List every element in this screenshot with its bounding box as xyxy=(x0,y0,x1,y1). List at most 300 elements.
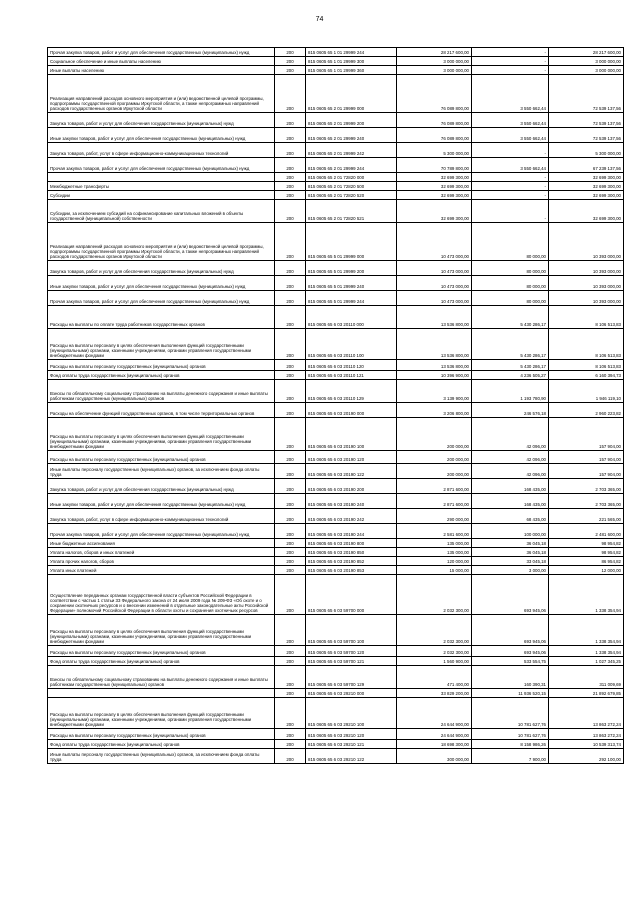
row-executed-amount-cell: - xyxy=(472,57,549,66)
row-line-code-cell: 200 xyxy=(275,689,306,698)
row-line-code-cell: 200 xyxy=(275,66,306,75)
row-unexecuted-amount-cell: 1 027 345,25 xyxy=(549,657,624,666)
table-row xyxy=(48,566,624,575)
row-line-code-cell: 200 xyxy=(275,666,306,689)
row-line-code-cell: 200 xyxy=(275,143,306,158)
row-executed-amount-cell: 42 096,00 xyxy=(472,451,549,464)
row-unexecuted-amount-cell: 1 338 354,94 xyxy=(549,575,624,615)
row-executed-amount-cell: - xyxy=(472,143,549,158)
row-name-cell: Закупка товаров, работ, услуг в сфере информационно-коммуникационных технологий xyxy=(48,509,275,524)
row-executed-amount-cell: 693 945,06 xyxy=(472,615,549,646)
row-name-cell: Расходы на выплаты персоналу в целях обеспечения выполнения функций государственными (муниципальными) органами, казенными учреждениями, органами управления государственными внебюджетными фондами xyxy=(48,615,275,646)
row-line-code-cell: 200 xyxy=(275,575,306,615)
row-executed-amount-cell: 42 096,00 xyxy=(472,464,549,479)
row-unexecuted-amount-cell: 2 960 223,82 xyxy=(549,403,624,418)
row-unexecuted-amount-cell: 1 338 354,94 xyxy=(549,646,624,657)
row-executed-amount-cell: 168 435,00 xyxy=(472,479,549,494)
row-executed-amount-cell: 693 945,06 xyxy=(472,646,549,657)
row-unexecuted-amount-cell: 8 106 513,83 xyxy=(549,306,624,329)
row-line-code-cell: 200 xyxy=(275,276,306,291)
row-unexecuted-amount-cell: 6 160 394,73 xyxy=(549,371,624,380)
row-executed-amount-cell: 80 000,00 xyxy=(472,276,549,291)
row-name-cell: Иные выплаты персоналу государственных (муниципальных) органов, за исключением фонда оплаты труда xyxy=(48,464,275,479)
row-line-code-cell: 200 xyxy=(275,698,306,729)
row-name-cell: Расходы на выплаты персоналу в целях обеспечения выполнения функций государственными (муниципальными) органами, казенными учреждениями, органами управления государственными внебюджетными фондами xyxy=(48,418,275,451)
table-row xyxy=(48,615,624,646)
row-line-code-cell: 200 xyxy=(275,191,306,200)
row-approved-amount-cell: 10 473 000,00 xyxy=(397,223,472,261)
row-approved-amount-cell: 2 032 300,00 xyxy=(397,646,472,657)
row-name-cell: Иные выплаты персоналу государственных (муниципальных) органов, за исключением фонда оплаты труда xyxy=(48,749,275,764)
table-row xyxy=(48,451,624,464)
row-classification-code-cell: 815 0605 65 6 03 59700 121 xyxy=(306,657,397,666)
table-row xyxy=(48,729,624,740)
row-classification-code-cell: 815 0605 65 6 03 20190 240 xyxy=(306,494,397,509)
row-line-code-cell: 200 xyxy=(275,740,306,749)
row-executed-amount-cell: 36 045,18 xyxy=(472,539,549,548)
row-line-code-cell: 200 xyxy=(275,566,306,575)
row-classification-code-cell: 815 0605 65 6 03 59700 120 xyxy=(306,646,397,657)
row-line-code-cell: 200 xyxy=(275,329,306,360)
row-line-code-cell: 200 xyxy=(275,749,306,764)
row-name-cell: Закупка товаров, работ и услуг для обеспечения государственных (муниципальных) нужд xyxy=(48,261,275,276)
row-executed-amount-cell: 3 550 662,44 xyxy=(472,128,549,143)
row-classification-code-cell: 815 0605 65 6 03 29210 122 xyxy=(306,749,397,764)
row-unexecuted-amount-cell: 1 338 354,94 xyxy=(549,615,624,646)
row-approved-amount-cell: 2 871 600,00 xyxy=(397,479,472,494)
row-name-cell: Прочая закупка товаров, работ и услуг для обеспечения государственных (муниципальных) нужд xyxy=(48,158,275,173)
row-classification-code-cell: 815 0605 65 6 03 29210 100 xyxy=(306,698,397,729)
row-approved-amount-cell: 2 032 300,00 xyxy=(397,575,472,615)
row-line-code-cell: 200 xyxy=(275,360,306,371)
row-line-code-cell: 200 xyxy=(275,200,306,223)
row-name-cell: Фонд оплаты труда государственных (муниципальных) органов xyxy=(48,371,275,380)
table-row xyxy=(48,75,624,113)
row-unexecuted-amount-cell: 10 393 000,00 xyxy=(549,276,624,291)
row-approved-amount-cell: 10 396 900,00 xyxy=(397,371,472,380)
row-approved-amount-cell: 10 473 000,00 xyxy=(397,261,472,276)
row-executed-amount-cell: 693 945,06 xyxy=(472,575,549,615)
row-name-cell: Иные закупки товаров, работ и услуг для обеспечения государственных (муниципальных) нужд xyxy=(48,494,275,509)
table-row xyxy=(48,173,624,182)
row-executed-amount-cell: 80 000,00 xyxy=(472,261,549,276)
row-approved-amount-cell: 3 000 000,00 xyxy=(397,57,472,66)
row-classification-code-cell: 815 0605 65 5 01 29999 200 xyxy=(306,261,397,276)
row-line-code-cell: 200 xyxy=(275,371,306,380)
row-unexecuted-amount-cell: 8 106 513,83 xyxy=(549,329,624,360)
row-approved-amount-cell: 28 217 600,00 xyxy=(397,48,472,57)
row-approved-amount-cell: 3 139 900,00 xyxy=(397,380,472,403)
row-classification-code-cell: 815 0605 65 2 01 29999 244 xyxy=(306,158,397,173)
row-executed-amount-cell: - xyxy=(472,173,549,182)
row-approved-amount-cell: 76 089 800,00 xyxy=(397,128,472,143)
row-name-cell: Закупка товаров, работ и услуг для обеспечения государственных (муниципальных) нужд xyxy=(48,479,275,494)
row-name-cell: Закупка товаров, работ и услуг для обеспечения государственных (муниципальных) нужд xyxy=(48,113,275,128)
table-row xyxy=(48,291,624,306)
row-classification-code-cell: 815 0605 65 5 01 29999 000 xyxy=(306,223,397,261)
table-row xyxy=(48,539,624,548)
row-unexecuted-amount-cell: 157 904,00 xyxy=(549,451,624,464)
row-approved-amount-cell: 32 699 300,00 xyxy=(397,173,472,182)
row-classification-code-cell: 815 0605 65 6 03 20190 853 xyxy=(306,566,397,575)
row-unexecuted-amount-cell: 8 106 513,83 xyxy=(549,360,624,371)
table-row xyxy=(48,113,624,128)
row-name-cell: Расходы на выплаты персоналу в целях обеспечения выполнения функций государственными (муниципальными) органами, казенными учреждениями, органами управления государственными внебюджетными фондами xyxy=(48,329,275,360)
row-executed-amount-cell: 533 554,75 xyxy=(472,657,549,666)
row-name-cell: Взносы по обязательному социальному страхованию на выплаты денежного содержания и иные выплаты работникам государственных (муниципальных) органов xyxy=(48,666,275,689)
table-row xyxy=(48,223,624,261)
row-classification-code-cell: 815 0605 65 6 03 29210 000 xyxy=(306,689,397,698)
row-approved-amount-cell: 2 032 300,00 xyxy=(397,615,472,646)
row-name-cell: Расходы на выплаты персоналу государственных (муниципальных) органов xyxy=(48,646,275,657)
row-approved-amount-cell: 300 000,00 xyxy=(397,749,472,764)
row-name-cell: Расходы на обеспечение функций государственных органов, в том числе территориальных органов xyxy=(48,403,275,418)
row-unexecuted-amount-cell: 292 100,00 xyxy=(549,749,624,764)
row-classification-code-cell: 815 0605 65 6 03 20190 852 xyxy=(306,557,397,566)
row-executed-amount-cell: - xyxy=(472,191,549,200)
row-name-cell: Прочая закупка товаров, работ и услуг для обеспечения государственных (муниципальных) нужд xyxy=(48,291,275,306)
page-number: 74 xyxy=(315,16,324,23)
row-approved-amount-cell: 135 000,00 xyxy=(397,548,472,557)
row-executed-amount-cell: 8 158 986,26 xyxy=(472,740,549,749)
row-unexecuted-amount-cell: 32 699 300,00 xyxy=(549,182,624,191)
row-classification-code-cell: 815 0605 65 6 03 59700 129 xyxy=(306,666,397,689)
row-approved-amount-cell: 2 581 600,00 xyxy=(397,524,472,539)
row-classification-code-cell: 815 0605 65 5 01 29999 244 xyxy=(306,291,397,306)
row-name-cell: Иные закупки товаров, работ и услуг для обеспечения государственных (муниципальных) нужд xyxy=(48,276,275,291)
row-executed-amount-cell: 5 430 286,17 xyxy=(472,306,549,329)
row-line-code-cell: 200 xyxy=(275,261,306,276)
row-line-code-cell: 200 xyxy=(275,128,306,143)
table-row xyxy=(48,306,624,329)
row-name-cell: Уплата иных платежей xyxy=(48,566,275,575)
table-row xyxy=(48,158,624,173)
table-row xyxy=(48,371,624,380)
table-row xyxy=(48,666,624,689)
table-row xyxy=(48,276,624,291)
row-unexecuted-amount-cell: 2 703 365,00 xyxy=(549,479,624,494)
table-row xyxy=(48,749,624,764)
row-approved-amount-cell: 471 400,00 xyxy=(397,666,472,689)
row-executed-amount-cell: 3 550 662,44 xyxy=(472,158,549,173)
row-classification-code-cell: 815 0605 65 6 03 20110 000 xyxy=(306,306,397,329)
row-line-code-cell: 200 xyxy=(275,729,306,740)
row-executed-amount-cell: - xyxy=(472,182,549,191)
row-executed-amount-cell: 246 576,18 xyxy=(472,403,549,418)
row-classification-code-cell: 815 0605 65 6 03 20110 121 xyxy=(306,371,397,380)
row-unexecuted-amount-cell: 5 300 000,00 xyxy=(549,143,624,158)
row-unexecuted-amount-cell: 32 699 300,00 xyxy=(549,191,624,200)
row-executed-amount-cell: - xyxy=(472,66,549,75)
table-row xyxy=(48,143,624,158)
row-executed-amount-cell: 36 045,18 xyxy=(472,548,549,557)
table-row xyxy=(48,418,624,451)
row-executed-amount-cell: 4 236 505,27 xyxy=(472,371,549,380)
row-executed-amount-cell: 168 435,00 xyxy=(472,494,549,509)
row-approved-amount-cell: 32 699 300,00 xyxy=(397,191,472,200)
row-classification-code-cell: 815 0605 65 6 03 20190 120 xyxy=(306,451,397,464)
row-classification-code-cell: 815 0605 65 6 03 20190 244 xyxy=(306,524,397,539)
row-name-cell: Субсидии xyxy=(48,191,275,200)
row-executed-amount-cell: - xyxy=(472,200,549,223)
table-row xyxy=(48,548,624,557)
row-executed-amount-cell: 68 435,00 xyxy=(472,509,549,524)
row-approved-amount-cell: 200 000,00 xyxy=(397,464,472,479)
table-row xyxy=(48,524,624,539)
row-classification-code-cell: 815 0605 65 6 03 20190 100 xyxy=(306,418,397,451)
row-line-code-cell: 200 xyxy=(275,418,306,451)
row-line-code-cell: 200 xyxy=(275,494,306,509)
row-approved-amount-cell: 135 000,00 xyxy=(397,539,472,548)
table-row xyxy=(48,557,624,566)
table-row xyxy=(48,191,624,200)
row-unexecuted-amount-cell: 10 393 000,00 xyxy=(549,291,624,306)
row-name-cell: Реализация направлений расходов основного мероприятия и (или) ведомственной целевой программы, подпрограммы государственной программы Иркутской области, а также непрограммных направлений расходов государственных органов Иркутской области xyxy=(48,223,275,261)
row-line-code-cell: 200 xyxy=(275,403,306,418)
row-name-cell: Расходы на выплаты персоналу государственных (муниципальных) органов xyxy=(48,360,275,371)
row-approved-amount-cell: 290 000,00 xyxy=(397,509,472,524)
row-executed-amount-cell: - xyxy=(472,48,549,57)
row-line-code-cell: 200 xyxy=(275,557,306,566)
row-approved-amount-cell: 1 560 900,00 xyxy=(397,657,472,666)
row-name-cell: Иные выплаты населению xyxy=(48,66,275,75)
row-executed-amount-cell: 1 193 780,90 xyxy=(472,380,549,403)
row-name-cell: Расходы на выплаты по оплате труда работников государственных органов xyxy=(48,306,275,329)
row-approved-amount-cell: 120 000,00 xyxy=(397,557,472,566)
row-name-cell: Прочая закупка товаров, работ и услуг для обеспечения государственных (муниципальных) нужд xyxy=(48,48,275,57)
row-name-cell: Субсидии, за исключением субсидий на софинансирование капитальных вложений в объекты государственной (муниципальной) собственности xyxy=(48,200,275,223)
row-name-cell: Расходы на выплаты персоналу в целях обеспечения выполнения функций государственными (муниципальными) органами, казенными учреждениями, органами управления государственными внебюджетными фондами xyxy=(48,698,275,729)
row-approved-amount-cell: 3 000 000,00 xyxy=(397,66,472,75)
row-classification-code-cell: 815 0605 65 2 01 72820 520 xyxy=(306,191,397,200)
row-unexecuted-amount-cell: 10 539 313,74 xyxy=(549,740,624,749)
row-line-code-cell: 200 xyxy=(275,48,306,57)
row-name-cell: Расходы на выплаты персоналу государственных (муниципальных) органов xyxy=(48,451,275,464)
row-line-code-cell: 200 xyxy=(275,539,306,548)
table-row xyxy=(48,57,624,66)
row-executed-amount-cell: 10 781 627,76 xyxy=(472,729,549,740)
row-classification-code-cell: 815 0605 65 6 03 59700 000 xyxy=(306,575,397,615)
row-unexecuted-amount-cell: 1 946 119,10 xyxy=(549,380,624,403)
row-line-code-cell: 200 xyxy=(275,615,306,646)
row-unexecuted-amount-cell: 72 539 137,56 xyxy=(549,128,624,143)
table-row xyxy=(48,261,624,276)
row-unexecuted-amount-cell: 3 000 000,00 xyxy=(549,57,624,66)
row-executed-amount-cell: 11 936 520,15 xyxy=(472,689,549,698)
row-unexecuted-amount-cell: 13 863 272,24 xyxy=(549,729,624,740)
table-row xyxy=(48,200,624,223)
row-unexecuted-amount-cell: 221 565,00 xyxy=(549,509,624,524)
row-unexecuted-amount-cell: 157 904,00 xyxy=(549,464,624,479)
table-row xyxy=(48,380,624,403)
row-approved-amount-cell: 70 789 800,00 xyxy=(397,158,472,173)
table-row xyxy=(48,182,624,191)
row-name-cell: Расходы на выплаты персоналу государственных (муниципальных) органов xyxy=(48,729,275,740)
row-name-cell xyxy=(48,173,275,182)
row-executed-amount-cell: 42 096,00 xyxy=(472,418,549,451)
row-approved-amount-cell: 2 871 600,00 xyxy=(397,494,472,509)
row-unexecuted-amount-cell: 311 009,69 xyxy=(549,666,624,689)
row-classification-code-cell: 815 0605 65 6 03 20190 242 xyxy=(306,509,397,524)
row-name-cell: Иные закупки товаров, работ и услуг для обеспечения государственных (муниципальных) нужд xyxy=(48,128,275,143)
row-name-cell: Прочая закупка товаров, работ и услуг для обеспечения государственных (муниципальных) нужд xyxy=(48,524,275,539)
row-name-cell: Реализация направлений расходов основного мероприятия и (или) ведомственной целевой программы, подпрограммы государственной программы Иркутской области, а также непрограммных направлений расходов государственных органов Иркутской области xyxy=(48,75,275,113)
row-classification-code-cell: 815 0605 65 2 01 72820 521 xyxy=(306,200,397,223)
row-executed-amount-cell: 5 430 286,17 xyxy=(472,329,549,360)
table-row xyxy=(48,403,624,418)
row-classification-code-cell: 815 0605 65 2 01 29999 200 xyxy=(306,113,397,128)
row-unexecuted-amount-cell: 72 539 137,56 xyxy=(549,113,624,128)
table-row xyxy=(48,66,624,75)
row-classification-code-cell: 815 0605 65 2 01 29999 000 xyxy=(306,75,397,113)
table-row xyxy=(48,657,624,666)
budget-execution-table xyxy=(47,47,624,764)
row-executed-amount-cell: 80 000,00 xyxy=(472,291,549,306)
row-unexecuted-amount-cell: 10 393 000,00 xyxy=(549,261,624,276)
row-name-cell: Фонд оплаты труда государственных (муниципальных) органов xyxy=(48,740,275,749)
row-approved-amount-cell: 10 473 000,00 xyxy=(397,276,472,291)
table-row xyxy=(48,464,624,479)
row-executed-amount-cell: 3 550 662,44 xyxy=(472,113,549,128)
row-classification-code-cell: 815 0605 65 2 01 72820 000 xyxy=(306,173,397,182)
row-executed-amount-cell: 3 000,00 xyxy=(472,566,549,575)
row-approved-amount-cell: 32 699 300,00 xyxy=(397,200,472,223)
row-line-code-cell: 200 xyxy=(275,306,306,329)
row-unexecuted-amount-cell: 28 217 600,00 xyxy=(549,48,624,57)
row-classification-code-cell: 815 0605 65 2 01 29999 242 xyxy=(306,143,397,158)
row-approved-amount-cell: 200 000,00 xyxy=(397,418,472,451)
row-approved-amount-cell: 76 089 800,00 xyxy=(397,75,472,113)
row-approved-amount-cell: 15 000,00 xyxy=(397,566,472,575)
row-classification-code-cell: 815 0605 65 6 03 20190 200 xyxy=(306,479,397,494)
row-executed-amount-cell: 160 390,31 xyxy=(472,666,549,689)
row-classification-code-cell: 815 0605 65 6 03 29210 121 xyxy=(306,740,397,749)
row-classification-code-cell: 815 0605 65 6 03 20190 122 xyxy=(306,464,397,479)
row-approved-amount-cell: 13 536 800,00 xyxy=(397,360,472,371)
row-classification-code-cell: 815 0605 65 6 03 20110 129 xyxy=(306,380,397,403)
table-row xyxy=(48,509,624,524)
row-unexecuted-amount-cell: 72 539 137,56 xyxy=(549,75,624,113)
row-unexecuted-amount-cell: 67 239 137,56 xyxy=(549,158,624,173)
row-name-cell: Осуществление переданных органам государственной власти субъектов Российской Федерации в соответствии с частью 1 статьи 33 Федерального закона от 24 июля 2009 года № 209-ФЗ «Об охоте и о сохранении охотничьих ресурсов и о внесении изменений в отдельные законодательные акты Российской Федерации» полномочий Российской Федерации в области охоты и сохранения охотничьих ресурсов xyxy=(48,575,275,615)
row-line-code-cell: 200 xyxy=(275,464,306,479)
row-approved-amount-cell: 13 536 800,00 xyxy=(397,329,472,360)
row-unexecuted-amount-cell: 157 904,00 xyxy=(549,418,624,451)
row-line-code-cell: 200 xyxy=(275,57,306,66)
row-unexecuted-amount-cell: 21 892 679,85 xyxy=(549,689,624,698)
row-name-cell: Взносы по обязательному социальному страхованию на выплаты денежного содержания и иные выплаты работникам государственных (муниципальных) органов xyxy=(48,380,275,403)
row-classification-code-cell: 815 0605 65 6 03 20110 120 xyxy=(306,360,397,371)
row-line-code-cell: 200 xyxy=(275,479,306,494)
table-row xyxy=(48,128,624,143)
row-line-code-cell: 200 xyxy=(275,173,306,182)
row-unexecuted-amount-cell: 32 699 300,00 xyxy=(549,173,624,182)
row-line-code-cell: 200 xyxy=(275,380,306,403)
row-unexecuted-amount-cell: 2 481 600,00 xyxy=(549,524,624,539)
row-line-code-cell: 200 xyxy=(275,223,306,261)
row-line-code-cell: 200 xyxy=(275,113,306,128)
row-executed-amount-cell: 7 900,00 xyxy=(472,749,549,764)
row-approved-amount-cell: 24 644 900,00 xyxy=(397,729,472,740)
row-unexecuted-amount-cell: 3 000 000,00 xyxy=(549,66,624,75)
row-executed-amount-cell: 80 000,00 xyxy=(472,223,549,261)
row-line-code-cell: 200 xyxy=(275,158,306,173)
row-classification-code-cell: 815 0605 65 1 01 29999 244 xyxy=(306,48,397,57)
row-unexecuted-amount-cell: 98 954,82 xyxy=(549,539,624,548)
row-approved-amount-cell: 18 698 300,00 xyxy=(397,740,472,749)
row-classification-code-cell: 815 0605 65 6 03 29210 120 xyxy=(306,729,397,740)
row-name-cell: Фонд оплаты труда государственных (муниципальных) органов xyxy=(48,657,275,666)
table-row xyxy=(48,698,624,729)
row-approved-amount-cell: 3 206 800,00 xyxy=(397,403,472,418)
table-row xyxy=(48,646,624,657)
table-row xyxy=(48,360,624,371)
row-unexecuted-amount-cell: 32 699 300,00 xyxy=(549,200,624,223)
row-unexecuted-amount-cell: 98 954,82 xyxy=(549,548,624,557)
table-row xyxy=(48,575,624,615)
row-name-cell: Социальное обеспечение и иные выплаты населению xyxy=(48,57,275,66)
row-line-code-cell: 200 xyxy=(275,182,306,191)
row-classification-code-cell: 815 0605 65 1 01 29999 360 xyxy=(306,66,397,75)
row-classification-code-cell: 815 0605 65 6 03 20110 100 xyxy=(306,329,397,360)
row-executed-amount-cell: 100 000,00 xyxy=(472,524,549,539)
row-unexecuted-amount-cell: 2 703 365,00 xyxy=(549,494,624,509)
table-row xyxy=(48,689,624,698)
table-row xyxy=(48,740,624,749)
row-name-cell: Межбюджетные трансферты xyxy=(48,182,275,191)
row-approved-amount-cell: 76 089 800,00 xyxy=(397,113,472,128)
row-line-code-cell: 200 xyxy=(275,291,306,306)
row-line-code-cell: 200 xyxy=(275,75,306,113)
table-row xyxy=(48,329,624,360)
row-classification-code-cell: 815 0605 65 6 03 20190 850 xyxy=(306,548,397,557)
row-executed-amount-cell: 3 550 662,44 xyxy=(472,75,549,113)
row-approved-amount-cell: 33 829 200,00 xyxy=(397,689,472,698)
row-name-cell: Уплата прочих налогов, сборов xyxy=(48,557,275,566)
row-line-code-cell: 200 xyxy=(275,524,306,539)
row-approved-amount-cell: 13 536 800,00 xyxy=(397,306,472,329)
row-classification-code-cell: 815 0605 65 2 01 29999 240 xyxy=(306,128,397,143)
row-line-code-cell: 200 xyxy=(275,657,306,666)
row-executed-amount-cell: 10 781 627,76 xyxy=(472,698,549,729)
row-unexecuted-amount-cell: 10 393 000,00 xyxy=(549,223,624,261)
row-classification-code-cell: 815 0605 65 2 01 72820 500 xyxy=(306,182,397,191)
row-classification-code-cell: 815 0605 65 5 01 29999 240 xyxy=(306,276,397,291)
row-approved-amount-cell: 5 300 000,00 xyxy=(397,143,472,158)
row-executed-amount-cell: 33 045,18 xyxy=(472,557,549,566)
row-classification-code-cell: 815 0605 65 1 01 29999 300 xyxy=(306,57,397,66)
row-line-code-cell: 200 xyxy=(275,509,306,524)
row-line-code-cell: 200 xyxy=(275,646,306,657)
row-unexecuted-amount-cell: 13 863 272,24 xyxy=(549,698,624,729)
row-line-code-cell: 200 xyxy=(275,548,306,557)
row-classification-code-cell: 815 0605 65 6 03 20190 800 xyxy=(306,539,397,548)
row-unexecuted-amount-cell: 12 000,00 xyxy=(549,566,624,575)
row-name-cell: Иные бюджетные ассигнования xyxy=(48,539,275,548)
table-row xyxy=(48,494,624,509)
row-approved-amount-cell: 200 000,00 xyxy=(397,451,472,464)
row-approved-amount-cell: 32 699 300,00 xyxy=(397,182,472,191)
table-row xyxy=(48,479,624,494)
row-executed-amount-cell: 5 430 286,17 xyxy=(472,360,549,371)
table-row xyxy=(48,48,624,57)
row-classification-code-cell: 815 0605 65 6 03 59700 100 xyxy=(306,615,397,646)
row-approved-amount-cell: 24 644 900,00 xyxy=(397,698,472,729)
row-name-cell xyxy=(48,689,275,698)
row-classification-code-cell: 815 0605 65 6 03 20190 000 xyxy=(306,403,397,418)
row-unexecuted-amount-cell: 86 954,82 xyxy=(549,557,624,566)
row-name-cell: Закупка товаров, работ, услуг в сфере информационно-коммуникационных технологий xyxy=(48,143,275,158)
